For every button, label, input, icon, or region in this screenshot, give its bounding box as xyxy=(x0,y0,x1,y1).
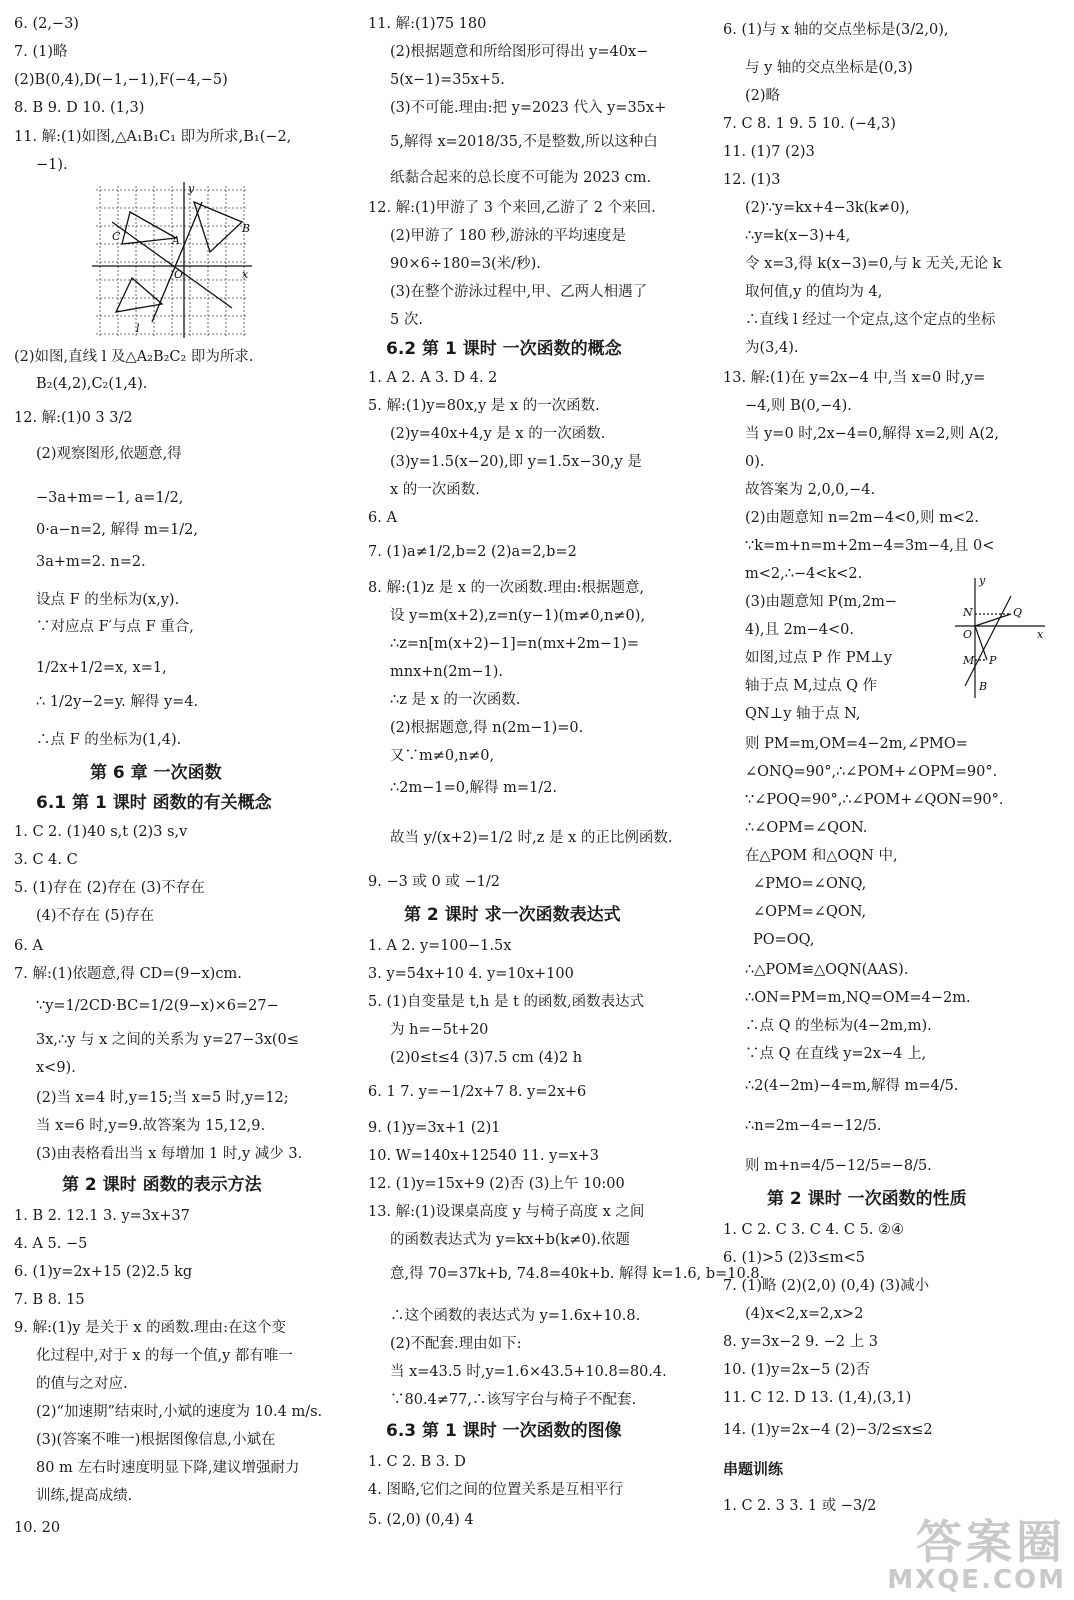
equation-line: −3a+m=−1, a=1/2, xyxy=(36,490,184,506)
point-label: M xyxy=(963,654,975,667)
text-line: 8. y=3x−2 9. −2 上 3 xyxy=(723,1334,878,1350)
text-line: (2)根据题意,得 n(2m−1)=0. xyxy=(390,720,584,736)
watermark-title: 答案圈 xyxy=(916,1515,1066,1569)
text-line: ∴y=k(x−3)+4, xyxy=(745,228,851,244)
section-title: 6.1 第 1 课时 函数的有关概念 xyxy=(36,793,272,813)
text-line: 6. (1)与 x 轴的交点坐标是(3/2,0), xyxy=(723,22,949,38)
text-line: 6. A xyxy=(368,510,397,526)
section-title: 6.2 第 1 课时 一次函数的概念 xyxy=(386,339,622,359)
text-line: 则 PM=m,OM=4−2m,∠PMO= xyxy=(745,736,968,752)
text-line: (3)在整个游泳过程中,甲、乙两人相遇了 xyxy=(390,284,648,300)
text-line: B₂(4,2),C₂(1,4). xyxy=(36,376,148,392)
text-line: (2)B(0,4),D(−1,−1),F(−4,−5) xyxy=(14,72,228,88)
text-line: (2)略 xyxy=(745,88,781,104)
text-line: 5. (2,0) (0,4) 4 xyxy=(368,1512,474,1528)
text-line: x 的一次函数. xyxy=(390,482,480,498)
text-line: (4)不存在 (5)存在 xyxy=(36,908,155,924)
text-line: ∴点 F 的坐标为(1,4). xyxy=(36,732,182,748)
point-label: Q xyxy=(1013,606,1023,619)
text-line: x<9). xyxy=(36,1060,76,1076)
text-line: ∵k=m+n=m+2m−4=3m−4,且 0< xyxy=(745,538,995,554)
text-line: 则 m+n=4/5−12/5=−8/5. xyxy=(745,1158,932,1174)
text-line: −1). xyxy=(36,157,68,173)
text-line: 9. (1)y=3x+1 (2)1 xyxy=(368,1120,501,1136)
text-line: (3)由表格看出当 x 每增加 1 时,y 减少 3. xyxy=(36,1146,303,1162)
text-line: (2)由题意知 n=2m−4<0,则 m<2. xyxy=(745,510,979,526)
text-line: ∴△POM≌△OQN(AAS). xyxy=(745,962,909,978)
text-line: 训练,提高成绩. xyxy=(36,1488,133,1504)
text-line: 4),且 2m−4<0. xyxy=(745,622,854,638)
text-line: 7. C 8. 1 9. 5 10. (−4,3) xyxy=(723,116,896,132)
text-line: 13. 解:(1)设课桌高度 y 与椅子高度 x 之间 xyxy=(368,1204,645,1220)
text-line: 5. (1)存在 (2)存在 (3)不存在 xyxy=(14,880,205,896)
equation-line: 意,得 70=37k+b, 74.8=40k+b. 解得 k=1.6, b=10.8. xyxy=(390,1266,765,1282)
point-label: B xyxy=(979,680,988,693)
text-line: 5. (1)自变量是 t,h 是 t 的函数,函数表达式 xyxy=(368,994,645,1010)
text-line: ∵对应点 F′与点 F 重合, xyxy=(36,619,194,635)
text-line: 8. B 9. D 10. (1,3) xyxy=(14,100,145,116)
section-title: 第 2 课时 一次函数的性质 xyxy=(767,1189,967,1209)
axis-label: y xyxy=(979,574,986,587)
section-title: 6.3 第 1 课时 一次函数的图像 xyxy=(386,1421,622,1441)
text-line: 80 m 左右时速度明显下降,建议增强耐力 xyxy=(36,1460,300,1476)
section-title: 串题训练 xyxy=(723,1460,784,1478)
text-line: 14. (1)y=2x−4 (2)−3/2≤x≤2 xyxy=(723,1422,933,1438)
text-line: 化过程中,对于 x 的每一个值,y 都有唯一 xyxy=(36,1348,293,1364)
text-line: (2)不配套.理由如下: xyxy=(390,1336,522,1352)
text-line: 13. 解:(1)在 y=2x−4 中,当 x=0 时,y= xyxy=(723,370,986,386)
chapter-title: 第 6 章 一次函数 xyxy=(90,763,222,783)
text-line: 6. 1 7. y=−1/2x+7 8. y=2x+6 xyxy=(368,1084,587,1100)
text-line: 3x,∴y 与 x 之间的关系为 y=27−3x(0≤ xyxy=(36,1032,299,1048)
text-line: ∵∠POQ=90°,∴∠POM+∠QON=90°. xyxy=(745,792,1004,808)
text-line: 1. A 2. A 3. D 4. 2 xyxy=(368,370,498,386)
point-label: N xyxy=(963,606,973,619)
point-label: P xyxy=(989,654,997,667)
point-label: C xyxy=(112,230,121,243)
text-line: 4. A 5. −5 xyxy=(14,1236,88,1252)
text-line: mnx+n(2m−1). xyxy=(390,664,504,680)
text-line: 3. C 4. C xyxy=(14,852,78,868)
section-title: 第 2 课时 求一次函数表达式 xyxy=(404,905,621,925)
text-line: 11. (1)7 (2)3 xyxy=(723,144,815,160)
text-line: 5(x−1)=35x+5. xyxy=(390,72,505,88)
text-line: 10. W=140x+12540 11. y=x+3 xyxy=(368,1148,600,1164)
section-title: 第 2 课时 函数的表示方法 xyxy=(62,1175,262,1195)
text-line: (2)根据题意和所给图形可得出 y=40x− xyxy=(390,44,649,60)
text-line: 11. C 12. D 13. (1,4),(3,1) xyxy=(723,1390,912,1406)
text-line: 12. (1)3 xyxy=(723,172,781,188)
text-line: 7. B 8. 15 xyxy=(14,1292,85,1308)
text-line: 10. 20 xyxy=(14,1520,61,1536)
text-line: (2)当 x=4 时,y=15;当 x=5 时,y=12; xyxy=(36,1090,289,1106)
text-line: (2)如图,直线 l 及△A₂B₂C₂ 即为所求. xyxy=(14,349,254,365)
text-line: 8. 解:(1)z 是 x 的一次函数.理由:根据题意, xyxy=(368,580,645,596)
watermark-url: MXQE.COM xyxy=(887,1565,1066,1595)
text-line: 在△POM 和△OQN 中, xyxy=(745,848,898,864)
text-line: ∴2m−1=0,解得 m=1/2. xyxy=(390,780,558,796)
text-line: 与 y 轴的交点坐标是(0,3) xyxy=(745,60,913,76)
text-line: ∵点 Q 在直线 y=2x−4 上, xyxy=(745,1046,927,1062)
text-line: 6. (1)>5 (2)3≤m<5 xyxy=(723,1250,866,1266)
text-line: (2)“加速期”结束时,小斌的速度为 10.4 m/s. xyxy=(36,1404,323,1420)
text-line: 5,解得 x=2018/35,不是整数,所以这种白 xyxy=(390,134,658,150)
text-line: 为 h=−5t+20 xyxy=(390,1022,489,1038)
text-line: ∠ONQ=90°,∴∠POM+∠OPM=90°. xyxy=(745,764,998,780)
text-line: (3)由题意知 P(m,2m− xyxy=(745,594,898,610)
axis-label: x xyxy=(242,268,249,281)
equation-line: 3a+m=2. n=2. xyxy=(36,554,146,570)
text-line: ∴直线 l 经过一个定点,这个定点的坐标 xyxy=(745,312,996,328)
text-line: 设 y=m(x+2),z=n(y−1)(m≠0,n≠0), xyxy=(390,608,646,624)
text-line: 9. 解:(1)y 是关于 x 的函数.理由:在这个变 xyxy=(14,1320,287,1336)
text-line: 1. B 2. 12.1 3. y=3x+37 xyxy=(14,1208,190,1224)
point-label: A xyxy=(172,234,180,247)
text-line: 令 x=3,得 k(x−3)=0,与 k 无关,无论 k xyxy=(745,256,1002,272)
text-line: ∴n=2m−4=−12/5. xyxy=(745,1118,882,1134)
equation-line: 0·a−n=2, 解得 m=1/2, xyxy=(36,522,199,538)
text-line: 1. A 2. y=100−1.5x xyxy=(368,938,512,954)
text-line: 10. (1)y=2x−5 (2)否 xyxy=(723,1362,870,1378)
text-line: (2)甲游了 180 秒,游泳的平均速度是 xyxy=(390,228,627,244)
text-line: 11. 解:(1)如图,△A₁B₁C₁ 即为所求,B₁(−2, xyxy=(14,129,292,145)
text-line: 11. 解:(1)75 180 xyxy=(368,16,487,32)
text-line: 1. C 2. C 3. C 4. C 5. ②④ xyxy=(723,1222,905,1238)
origin-label: O xyxy=(963,628,973,641)
text-line: QN⊥y 轴于点 N, xyxy=(745,706,861,722)
text-line: ∴z 是 x 的一次函数. xyxy=(390,692,521,708)
equation-line: ∴ 1/2y−2=y. 解得 y=4. xyxy=(36,694,199,710)
axis-label: x xyxy=(1037,628,1044,641)
text-line: ∵80.4≠77,∴该写字台与椅子不配套. xyxy=(390,1392,637,1408)
text-line: 9. −3 或 0 或 −1/2 xyxy=(368,874,500,890)
text-line: 5 次. xyxy=(390,312,423,328)
text-line: ∴ON=PM=m,NQ=OM=4−2m. xyxy=(745,990,971,1006)
text-line: 如图,过点 P 作 PM⊥y xyxy=(745,650,893,666)
text-line: 纸黏合起来的总长度不可能为 2023 cm. xyxy=(390,170,652,186)
line-label: l xyxy=(136,322,140,335)
text-line: ∴2(4−2m)−4=m,解得 m=4/5. xyxy=(745,1078,959,1094)
text-line: 0). xyxy=(745,454,765,470)
text-line: ∠PMO=∠ONQ, xyxy=(753,876,867,892)
text-line: 故答案为 2,0,0,−4. xyxy=(745,482,876,498)
text-line: (2)0≤t≤4 (3)7.5 cm (4)2 h xyxy=(390,1050,583,1066)
origin-label: O xyxy=(174,268,184,281)
text-line: −4,则 B(0,−4). xyxy=(745,398,852,414)
text-line: 取何值,y 的值均为 4, xyxy=(745,284,883,300)
text-line: 6. (2,−3) xyxy=(14,16,79,32)
text-line: (2)观察图形,依题意,得 xyxy=(36,446,182,462)
axis-label: y xyxy=(188,182,195,195)
text-line: ∴z=n[m(x+2)−1]=n(mx+2m−1)= xyxy=(390,636,640,652)
text-line: (3)y=1.5(x−20),即 y=1.5x−30,y 是 xyxy=(390,454,642,470)
coordinate-figure xyxy=(951,574,1047,700)
text-line: ∠OPM=∠QON, xyxy=(753,904,867,920)
text-line: 90×6÷180=3(米/秒). xyxy=(390,256,541,272)
text-line: 7. (1)略 (2)(2,0) (0,4) (3)减小 xyxy=(723,1278,930,1294)
text-line: 设点 F 的坐标为(x,y). xyxy=(36,592,180,608)
text-line: 故当 y/(x+2)=1/2 时,z 是 x 的正比例函数. xyxy=(390,830,673,846)
text-line: 12. (1)y=15x+9 (2)否 (3)上午 10:00 xyxy=(368,1176,625,1192)
text-line: 7. 解:(1)依题意,得 CD=(9−x)cm. xyxy=(14,966,242,982)
text-line: ∵y=1/2CD·BC=1/2(9−x)×6=27− xyxy=(36,998,279,1014)
text-line: 1. C 2. B 3. D xyxy=(368,1454,466,1470)
text-line: 又∵m≠0,n≠0, xyxy=(390,748,495,764)
text-line: 4. 图略,它们之间的位置关系是互相平行 xyxy=(368,1482,624,1498)
text-line: (2)y=40x+4,y 是 x 的一次函数. xyxy=(390,426,606,442)
text-line: 3. y=54x+10 4. y=10x+100 xyxy=(368,966,574,982)
text-line: 6. (1)y=2x+15 (2)2.5 kg xyxy=(14,1264,193,1280)
text-line: ∴这个函数的表达式为 y=1.6x+10.8. xyxy=(390,1308,641,1324)
text-line: 7. (1)a≠1/2,b=2 (2)a=2,b=2 xyxy=(368,544,577,560)
text-line: 1. C 2. 3 3. 1 或 −3/2 xyxy=(723,1498,877,1514)
text-line: (3)(答案不唯一)根据图像信息,小斌在 xyxy=(36,1432,276,1448)
text-line: 为(3,4). xyxy=(745,340,799,356)
text-line: 12. 解:(1)0 3 3/2 xyxy=(14,410,133,426)
point-label: B xyxy=(242,222,251,235)
text-line: (3)不可能.理由:把 y=2023 代入 y=35x+ xyxy=(390,100,667,116)
text-line: 6. A xyxy=(14,938,43,954)
equation-line: 1/2x+1/2=x, x=1, xyxy=(36,660,167,676)
text-line: ∴点 Q 的坐标为(4−2m,m). xyxy=(745,1018,932,1034)
text-line: 轴于点 M,过点 Q 作 xyxy=(745,678,878,694)
text-line: (2)∵y=kx+4−3k(k≠0), xyxy=(745,200,910,216)
text-line: 当 y=0 时,2x−4=0,解得 x=2,则 A(2, xyxy=(745,426,999,442)
text-line: (4)x<2,x=2,x>2 xyxy=(745,1306,864,1322)
text-line: 5. 解:(1)y=80x,y 是 x 的一次函数. xyxy=(368,398,600,414)
text-line: ∴∠OPM=∠QON. xyxy=(745,820,868,836)
text-line: 7. (1)略 xyxy=(14,44,68,60)
grid-figure xyxy=(92,182,252,338)
text-line: 当 x=6 时,y=9.故答案为 15,12,9. xyxy=(36,1118,266,1134)
text-line: PO=OQ, xyxy=(753,932,815,948)
text-line: 1. C 2. (1)40 s,t (2)3 s,v xyxy=(14,824,188,840)
text-line: 12. 解:(1)甲游了 3 个来回,乙游了 2 个来回. xyxy=(368,200,656,216)
text-line: m<2,∴−4<k<2. xyxy=(745,566,863,582)
text-line: 当 x=43.5 时,y=1.6×43.5+10.8=80.4. xyxy=(390,1364,667,1380)
text-line: 的函数表达式为 y=kx+b(k≠0).依题 xyxy=(390,1232,630,1248)
watermark xyxy=(887,1515,1066,1595)
text-line: 的值与之对应. xyxy=(36,1376,128,1392)
